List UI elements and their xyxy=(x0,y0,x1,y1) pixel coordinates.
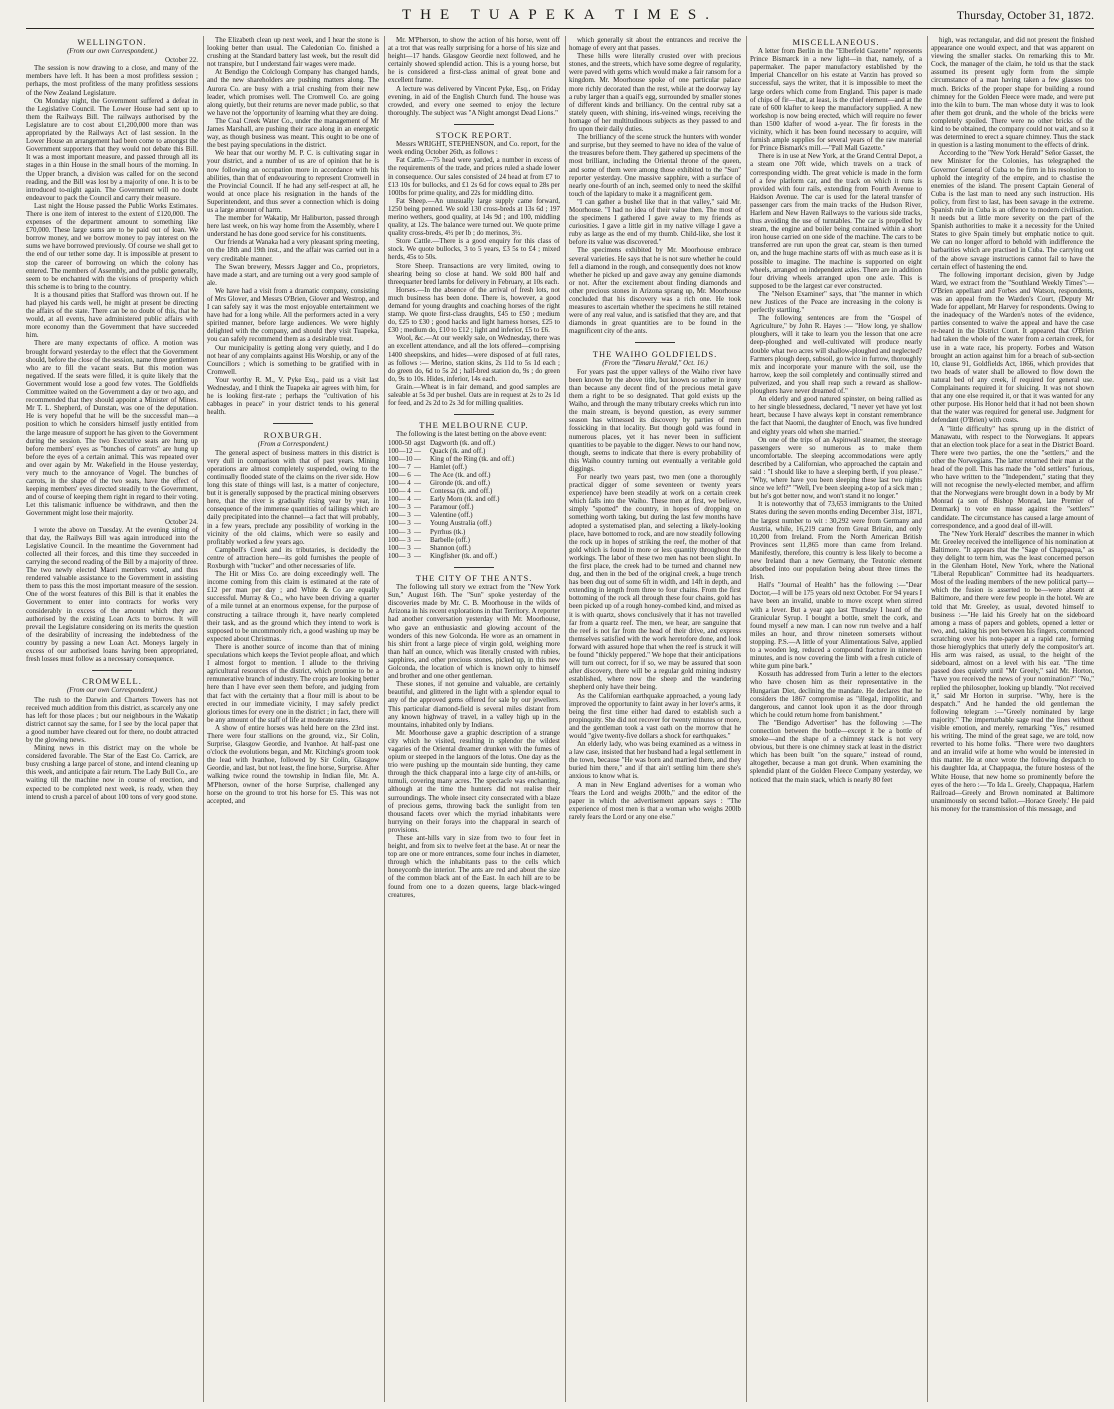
betting-agst: — xyxy=(414,527,421,536)
betting-odds: 100— 3 xyxy=(388,519,411,528)
paragraph: Last night the House passed the Public Works Estimates. There is one item of interest to the extent of £120,000. The expenses of the department amount to something like £70,000. These large sums are to be paid out of loan. We borrow money, and we borrow money to pay interest on the sums we have borrowed previously. Of course we shall get to the end of our tether some day. It is impossible at present to stop the career of borrowing on which the colony has entered. The members of Assembly, and the public generally, seem to be enchanted with the visions of prosperity which this scheme is to bring to the country. xyxy=(26,201,198,291)
column-2 xyxy=(207,36,379,1402)
paragraph: Grain.—Wheat is in fair demand, and good samples are saleable at 5s 3d per bushel. Oats are in request at 2s to 2s 1d for feed, and 2s 2d to 2s 3d for milling qualities. xyxy=(388,382,560,408)
betting-row xyxy=(388,503,560,511)
paragraph: Store Sheep. Transactions are very limited, owing to shearing being so close at hand. We sold 800 half and threequarter bred lambs for delivery in February, at 10s each. xyxy=(388,261,560,286)
horse-name: Dagworth (tk. and off.) xyxy=(430,438,495,447)
paragraph: Wool, &c.—At our weekly sale, on Wednesday, there was an excellent attendance, and all the lots offered—comprising 1400 sheepskins, and hides—were disposed of at full rates, as follows :— Merino, station skins, 2s 11d to 5s 1d each ; do green do, 6d to 5s 2d ; half-bred station do, 9s ; do green do, 9s to 10s. Hides, inferior, 14s each. xyxy=(388,334,560,383)
betting-row xyxy=(388,552,560,560)
column-4 xyxy=(569,36,741,1402)
horse-name: Valentine (off.) xyxy=(430,511,473,520)
paragraph: high, was rectangular, and did not present the finished appearance one would expect, and that was apparent on viewing the smaller stacks. On remarking this to Mr. Cock, the manager of the claim, he told us that the stack assumed its present ugly form from the simple circumstance of a man having taken a few glasses too much. Bricks of the proper shape for building a round chimney for the Golden Fleece were made, and were put into the kiln to burn. The man whose duty it was to look after them got drunk, and the whole of the bricks were completely spoiled. There were no other bricks of the kind to be obtained, the company could not wait, and so it was determined to erect a square chimney. Thus the stack in question is a lasting monument to the effects of drink. xyxy=(931,36,1094,150)
paragraph: A lecture was delivered by Vincent Pyke, Esq., on Friday evening, in aid of the English Church fund. The house was crowded, and every one seemed to enjoy the lecture thoroughly. The subject was "A Night amongst Dead Lions." xyxy=(388,84,560,117)
betting-odds: 100—12 xyxy=(388,446,413,455)
paragraph: The Elizabeth clean up next week, and I hear the stone is looking better than usual. The Caledonian Co. finished a crushing at the Standard battery last week, but the result did not transpire, but I understand fair wages were made. xyxy=(207,36,379,69)
horse-name: Young Australia (off.) xyxy=(430,519,492,528)
paragraph: Your worthy R. M., V. Pyke Esq., paid us a visit last Wednesday, and I think the Tuapeka air agrees with him, for he is looking first-rate ; perhaps the "cultivation of his cabbages in peace" in your district tends to his general health. xyxy=(207,375,379,417)
column-1 xyxy=(26,36,198,1402)
paragraph: Horses.—In the absence of the arrival of fresh lots, not much business has been done. There is, however, a good demand for young draughts and coaching horses of the right stamp. We quote first-class draughts, £45 to £50 ; medium do, £25 to £30 ; good hacks and light harness horses, £25 to £30 ; medium do, £10 to £12 ; light and inferior, £5 to £6. xyxy=(388,285,560,335)
betting-agst: — xyxy=(414,519,421,528)
article-heading: THE WAIHO GOLDFIELDS. xyxy=(592,348,718,359)
paragraph: Hall's "Journal of Health" has the following :—"Dear Doctor,—I will be 175 years old next October. For 94 years I have been an invalid, unable to move except when stirred with a lever. But a year ago last Thursday I heard of the Granicular Syrup. I bought a bottle, smelt the cork, and found myself a new man. I can now run twelve and a half miles an hour, and throw nineteen somersets without stopping. P.S.—A little of your Alimentatious Salve, applied to a wooden leg, reduced a compound fracture in nineteen minutes, and is now covering the limb with a fresh cuticle of white gum pine bark." xyxy=(750,581,922,671)
paragraph: There is another source of income than that of mining speculations which keeps the Teviot people afloat, and which I almost forgot to mention. I allude to the thriving agricultural resources of the district, which promise to be a remunerative branch of industry. The crops are looking better here than I have ever seen them before, and judging from that fact with the certainty that a flour mill is about to be erected in our immediate vicinity, I may safely predict glorious times for every one in the district ; in fact, there will be any amount of the staff of life at moderate rates. xyxy=(207,642,379,724)
paragraph: A show of entire horses was held here on the 23rd inst. There were four stallions on the ground, viz., Sir Colin, Surprise, Glasgow Geordie, and Ivanhoe. At half-past one o'clock the evolutions began, and Mr. Kitching's groom took the lead with Ivanhoe, followed by Sir Colin, Glasgow Geordie, and last, but not least, the fine horse, Surprise. After walking twice round the township in Indian file, Mr. A. M'Pherson, owner of the horse Surprise, challenged any horse on the ground to trot his horse for £5. This was not accepted, and xyxy=(207,723,379,805)
section-divider xyxy=(207,419,379,427)
column-3 xyxy=(388,36,560,1402)
paragraph: The general aspect of business matters in this district is very dull in comparison with that of past years. Mining operations are almost completely suspended, owing to the continually flooded state of the claims on the river side. How long this state of things will last, is a matter of conjecture, but it is generally supposed by the practical mining observers here, that the river is gradually rising year by year, in consequence of the immense quantities of tailings which are daily precipitated into the channel—a fact that will probably, in a few years, preclude any possibility of working in the vicinity of the old claims, which were so easily and profitably worked a few years ago. xyxy=(207,448,379,546)
paragraph: The member for Wakatip, Mr Haliburton, passed through here last week, on his way home from the Assembly, where I understand he has done good service for his constituents. xyxy=(207,214,379,239)
betting-odds: 100— 3 xyxy=(388,551,411,560)
betting-odds: 100—10 xyxy=(388,454,413,463)
section-divider xyxy=(569,338,741,346)
betting-agst: agst xyxy=(414,438,426,447)
betting-agst: — xyxy=(414,462,421,471)
betting-row xyxy=(388,439,560,447)
paragraph: The brilliancy of the scene struck the hunters with wonder and surprise, but they seemed to have no idea of the value of the treasures before them. They gathered up specimens of the most brilliant, including the Oriental throne of the queen, and some of them were among those exhibited to the "Sun" reporter yesterday. One massive sapphire, with a surface of nearly one-fourth of an inch, seemed only to need the skilful touch of the lapidary to make it a magnificent gem. xyxy=(569,133,741,198)
newspaper-title: THE TUAPEKA TIMES. xyxy=(401,7,719,23)
paragraph: We have had a visit from a dramatic company, consisting of Mrs Glover, and Messrs O'Brien, Glover and Westrop, and I can safely say it was the most enjoyable entertainment we have had for a long while. All the performers acted in a very spirited manner, before large audiences. We were highly delighted with the company, and should they visit Tuapeka, you can safely recommend them as a desirable treat. xyxy=(207,286,379,344)
dateline: October 24. xyxy=(164,517,198,526)
paragraph: A letter from Berlin in the "Elberfeld Gazette" represents Prince Bismarck in a new light—in that, namely, of a papermaker. The paper manufactory established by the Imperial Chancellor on his estate at Varzin has proved so successful, says the writer, that it is impossible to meet the large orders which come from England. This paper is made of chips of fir—that, at least, is the chief element—and at the rate of 600 klafter to keep the manufactory supplied. A new workshop is now being erected, which will require no fewer than 1500 klafter of wood a-year. The fir forests in the vicinity, which it has been found necessary to acquire, will furnish ample supplies for several years of the raw material for Prince Bismark's mill.—"Pall Mall Gazette." xyxy=(750,47,922,153)
betting-row xyxy=(388,536,560,544)
paragraph: The Coal Creek Water Co., under the management of Mr James Marshall, are pushing their race along in an energetic way, as though business was meant. This ought to be one of the best paying speculations in the district. xyxy=(207,116,379,150)
paragraph: Mr. M'Pherson, to show the action of his horse, went off at a trot that was really surprising for a horse of his size and height—17 hands. Glasgow Geordie next followed, and he certainly showed splendid action. This is a young horse, but he is considered a first-class animal of great bone and excellent frame. xyxy=(388,36,560,85)
paragraph: On one of the trips of an Aspinwall steamer, the steerage passengers were so numerous as to make them uncomfortable. The sleeping accommodations were aptly described by a Californian, who approached the captain and said : "I should like to have a sleeping berth, if you please." "Why, where have you been sleeping these last two nights since we left?" "Well, I've been sleeping a-top of a sick man ; but he's got better now, and won't stand it no longer." xyxy=(750,435,922,501)
paragraph: The "New York Herald" describes the manner in which Mr. Greeley received the intelligence of his nomination at Baltimore. "It appears that the "Sage of Chappaqua," as they delight to term him, was the least concerned person in the Glenham Hotel, New York, where the National "Liberal Republican" Committee had its headquarters. Most of the leading members of the new political party—which the fusion is asserted to be—were absent at Baltimore, and there were few people in the hotel. We are told that Mr. Greeley, as usual, devoted himself to business :—"He laid his Greely hat on the sideboard among a mass of papers and goblets, opened a letter or two, and, taking his pen between his fingers, commenced scratching over his note-paper at a rapid rate, forming those hieroglyphics that utterly defy the compositor's art. His arm was raised, as usual, to the height of the sideboard, almost on a level with his ear. "The time passed does quietly until "Mr Greely," said Mr. Horton, "have you received the news of your nomination?" "No," replied the philosopher, looking up blandly. "Not received it," said Mr Horton in surprise. "Why, here is the despatch." And he handed the old gentleman the following telegram :—"Greely nominated by large majority." The imperturbable sage read the lines without visible emotion, and merely, remarking "Yes," resumed his writing. The mind of the great sage, we are told, now reverted to his home folks. "There were two daughters and an invalid wife at home who would be interested in this matter. He at once wrote the following despatch to his daughter Ida, at Chappaqua, the future hostess of the White House, that new home so prominently before the eyes of the hero :—'To Ida L. Greely, Chappaqua, Harlem Railroad—Greely and Brown nominated at Baltimore unanimously on second ballot.—Horace Greely.' He paid his money for the transmission of this message, and xyxy=(931,529,1094,813)
paragraph: An elderly lady, who was being examined as a witness in a law case, insisted that her husband had a legal settlement in the town, because "He was born and married there, and they buried him there," and if that ain't settling him there she's anxious to know what is. xyxy=(569,740,741,781)
paragraph: The following sentences are from the "Gospel of Agriculture," by John R. Hayes :— "How long, ye shallow ploughers, will it take to learn you the lesson that one acre deep-ploughed and well-cultivated will produce nearly double what two acres will shallow-ploughed and neglected? Farmers plough deep, subsoil, go twice in furrow, thoroughly mix and incorporate your manure with the soil, use the harrow, keep the soil completely and continually stirred and pulverized, and you shall reap such a reward as shallow-ploughers have never dreamed of." xyxy=(750,314,922,396)
byline: (From our own Correspondent.) xyxy=(66,686,158,695)
column-rule xyxy=(565,36,566,1402)
betting-agst: — xyxy=(414,495,421,504)
article-heading: MISCELLANEOUS. xyxy=(792,37,880,47)
paragraph: The Swan brewery, Messrs Jagger and Co., proprietors, have made a start, and are turning out a very good sample of ale. xyxy=(207,262,379,287)
paragraph: For years past the upper valleys of the Waiho river have been known by the above title, but known so rather in irony than because any decent find of the precious metal gave them a right to be so designated. That gold exists up the Waiho, and through the many tributary creeks which run into the main stream, is beyond question, as every summer season has witnessed its discovery by parties of men fossicking in that locality. But though gold was found in numerous places, yet it has never been in sufficient quantities to be payable to the digger. News to our hand now, though, seems to indicate that there is every probability of this Waiho country turning out eventually a veritable gold diggings. xyxy=(569,367,741,473)
paragraph: As the Californian earthquake approached, a young lady improved the opportunity to faint away in her lover's arms, it being the first time either had dared to establish such a propinquity. She did not recover for twenty minutes or more, and the gentleman took a vast oath on the morrow that he would "give twenty-five dollars a shock for earthquakes." xyxy=(569,691,741,740)
betting-agst: — xyxy=(414,446,421,455)
horse-name: Gironde (tk. and off.) xyxy=(430,478,490,487)
column-6 xyxy=(931,36,1094,1402)
paragraph: The "Bendigo Advertiser" has the following :—The connection between the bottle—except it be a bottle of smoke—and the shape of a chimney stack is not very obvious, but there is one chimney stack at least in the district which has been built "on the square," instead of round, altogether, because a man got drunk. When examining the splendid plant of the Golden Fleece Company yesterday, we noticed that the main stack, which is nearly 80 feet xyxy=(750,718,922,784)
betting-odds: 100— 4 xyxy=(388,495,411,504)
article-heading: CROMWELL. xyxy=(82,676,142,687)
horse-name: Quack (tk. and off.) xyxy=(430,446,486,455)
betting-agst: — xyxy=(414,503,421,512)
byline: (From a Correspondent.) xyxy=(257,439,329,448)
article-heading: ROXBURGH. xyxy=(263,429,323,440)
paragraph: I wrote the above on Tuesday. At the evening sitting of that day, the Railways Bill was again introduced into the Legislative Council. In the meantime the Government had collected all their forces, and this time they succeeded in carrying the second reading of the Bill by a majority of three. The two newly elected Maori members voted, and thus rendered valuable assistance to the Government in assisting them to pass this the most important measure of the session. One of the worst features of this Bill is that it enables the Government to enter into contracts for works very considerably in excess of the amount which they are authorised by the existing Loan Acts to borrow. It will prevail the Legislature considering on its merits the question of the desirability of increasing the indebtedness of the country by passing a new Loan Act. Moneys largely in excess of our authorised loans having been appropriated, fresh losses must follow as a necessary consequence. xyxy=(26,525,198,664)
betting-odds: 100— 3 xyxy=(388,543,411,552)
column-5 xyxy=(750,36,922,1402)
betting-odds: 100— 6 xyxy=(388,470,411,479)
paragraph: The "Nelson Examiner" says, that "the manner in which new Justices of the Peace are increasing in the colony is perfectly startling." xyxy=(750,289,922,315)
betting-row xyxy=(388,544,560,552)
horse-name: Barbelle (off.) xyxy=(430,535,470,544)
byline: (From the "Timaru Herald," Oct. 16.) xyxy=(602,358,708,367)
betting-agst: — xyxy=(414,511,421,520)
betting-agst: — xyxy=(414,470,421,479)
article-heading: STOCK REPORT. xyxy=(435,130,513,141)
betting-odds: 100— 3 xyxy=(388,535,411,544)
column-rule xyxy=(746,36,747,1402)
masthead xyxy=(26,6,1094,29)
paragraph: On Monday night, the Government suffered a defeat in the Legislative Council. The Lower House had sent up to them the Railways Bill. The railways authorised by the Legislature are to cost about £1,200,000 more than was appropriated by the Railways Act of last session. In the Lower House an arrangement had been come to amongst the Government supporters that they would not debate this Bill. It was a most important measure, and passed through all its stages in a thin House in the small hours of the morning. In the Upper branch, a division was called for on the second reading, and the Bill was lost by a majority of one. It is to be introduced to-night again. The Government will no doubt endeavour to pack the Council and carry their measure. xyxy=(26,96,198,202)
betting-odds: 100— 3 xyxy=(388,511,411,520)
paragraph: The rush to the Darwin and Charters Towers has not received much addition from this district, as scarcely any one has left for those places ; but our neighbours in the Wakatip district cannot say the same, for I see by the local paper that a good number have cleared out for there, no doubt attracted by the glowing news. xyxy=(26,695,198,744)
betting-row xyxy=(388,511,560,519)
paragraph: The following tall story we extract from the "New York Sun," August 16th. The "Sun" spoke yesterday of the discoveries made by Mr. C. B. Moorhouse in the wilds of Arizona in his recent explorations in that Territory. A reporter had another conversation yesterday with Mr. Moorhouse, who gave an enthusiastic and glowing account of the wonders of this new Golconda. He wore as an ornament in his shirt front a large piece of virgin gold, weighing more than half an ounce, which was literally crusted with rubies, sapphires, and other precious stones, picked up, in this new Golconda, the location of which is known only to himself and brother and one other gentleman. xyxy=(388,583,560,681)
horse-name: Early Morn (tk. and off.) xyxy=(430,495,500,504)
column-rule xyxy=(384,36,385,1402)
paragraph: These ant-hills vary in size from two to four feet in height, and from six to twelve feet at the base. At or near the top are one or more entrances, some four inches in diameter, through which the inhabitants pass to the cells which honeycomb the interior. The ants are red and about the size of the common black ant of the East. In each hill are to be found from one to a dozen queens, large black-winged creatures, xyxy=(388,834,560,899)
paragraph: Our municipality is getting along very quietly, and I do not hear of any complaints against His Worship, or any of the Councillors ; which is something to be gratified with in Cromwell. xyxy=(207,343,379,376)
betting-agst: — xyxy=(414,454,421,463)
betting-odds: 100— 4 xyxy=(388,487,411,496)
article-heading: WELLINGTON. xyxy=(77,37,147,47)
betting-agst: — xyxy=(414,535,421,544)
betting-agst: — xyxy=(414,478,421,487)
betting-odds: 100— 3 xyxy=(388,503,411,512)
horse-name: Pyrrhus (tk.) xyxy=(430,527,466,536)
paragraph: Fat Sheep.—An unusually large supply came forward, 1250 being penned. We sold 130 cross-breds at 13s 6d ; 197 merino wethers, good quality, at 14s 9d ; and 100, middling quality, at 12s. The balance were turned out. We quote prime quality cross-breds, 4½ per lb ; do merinos, 3½. xyxy=(388,196,560,238)
betting-row xyxy=(388,455,560,463)
betting-odds: 1000-50 xyxy=(388,438,412,447)
horse-name: King of the Ring (tk. and off.) xyxy=(430,454,515,463)
paragraph: which generally sit about the entrances and receive the homage of every ant that passes. xyxy=(569,36,741,53)
betting-odds: 100— 7 xyxy=(388,462,411,471)
paragraph: The following is the latest betting on the above event: xyxy=(396,430,547,439)
betting-row xyxy=(388,479,560,487)
paragraph: Messrs WRIGHT, STEPHENSON, and Co. report, for the week ending October 26th, as follows : xyxy=(388,140,560,157)
paragraph: Mining news in this district may on the whole be considered favorable. The Star of the East Co. Carrick, are busy crushing a large parcel of stone, and intend cleaning up this week, and anticipate a fair return. The Lady Bull Co., are waiting till the machine now in course of erection, and expected to be completed next week, is ready, when they intend to crush a parcel of about 100 tons of very good stone. xyxy=(26,744,198,801)
betting-row xyxy=(388,528,560,536)
paragraph: According to the "New York Herald" Señor Gasset, the new Minister for the Colonies, has telegraphed the Governor General of Cuba to be firm in his resolution to uphold the integrity of the empire, and to chastise the enemies of the island. The present Captain General of Cuba is the last man to need any such instruction. His policy, from first to last, has been savage in the extreme. Spanish rule in Cuba is an offence to modern civilisation. It needs but a little more severity on the part of the Spanish authorities to make it a necessity for the United States to give Spain timely but emphatic notice to quit. We can no longer afford to behold with indifference the barbarities which are practised in Cuba. The carrying out of the above savage instructions cannot fail to have the certain effect of hastening the end. xyxy=(931,149,1094,271)
paragraph: An elderly and good natured spinster, on being rallied as to her single blessedness, declared, "I never yet have yet lost heart, because I have always kept in constant remembrance the fact that Naomi, the daughter of Enoch, was five hundred and eighty years old when she married." xyxy=(750,395,922,436)
paragraph: Kossuth has addressed from Turin a letter to the electors who have chosen him as their representative in the Hungarian Diet, declining the mandate. He declares that he considers the 1867 compromise as "illegal, impolitic, and dangerous, and cannot look upon it as the door through which he could return home from banishment." xyxy=(750,670,922,719)
paragraph: There is in use at New York, at the Grand Central Depot, a a steam one 70ft wide, which travels on a track of corresponding width. The great vehicle is made in the form of a few platform car, and the track on which it runs is provided with four rails, extending from Fourth Avenue to Haidson Avenue. The car is used for the lateral transfer of passenger cars from the main tracks of the Hudson River, Harlem and New Haven Railways to the various side tracks, thus avoiding the use of turntables. The car is propelled by steam, the engine and boiler being contained within a short iron house carried on one side of the machine. The cars to be transferred are run upon the great car, steam is then turned on, and the huge machine starts off with as much ease as it is possible to imagine. The machine is supported on eight wheels, arranged on independent axles. There are in addition four driving wheels arranged upon one axle. This is supposed to be the largest car ever constructed. xyxy=(750,152,922,290)
column-rule xyxy=(203,36,204,1402)
paragraph: It is noteworthy that of 73,653 immigrants to the United States during the seven months ending December 31st, 1871, the largest number to wit : 30,292 were from Germany and Austria, while, 16,219 came from Great Britain, and only 10,200 from Ireland. From the North American British Provinces sent 11,865 more than came from Ireland. Manifestly, therefore, this country is less likely to become a new Ireland than a new Germany, the Teutonic element absorbed into our population being about three times the Irish. xyxy=(750,500,922,582)
issue-date: Thursday, October 31, 1872. xyxy=(956,8,1094,22)
section-divider xyxy=(388,120,560,128)
betting-agst: — xyxy=(414,543,421,552)
paragraph: The session is now drawing to a close, and many of the members have left. It has been a most profitless session ; perhaps, the most profitless of the many profitless sessions of the New Zealand Legislature. xyxy=(26,64,198,97)
paragraph: There are many expectants of office. A motion was brought forward yesterday to the effect that the Government should, before the close of the session, name three gentlemen who are to fill the vacant seats. But this motion was negatived. If the seats were filled, it is quite likely that the Government would lose a good few votes. The Goldfields Committee waited on the Government a day or two ago, and recommended that they should appoint a Minister of Mines. Mr T. L. Shepherd, of Dunstan, was one of the deputation. He is very hopeful that he will be the successful man—a position to which he considers himself justly entitled from the large measure of support he has given to the Government during the session. The two Executive seats are hung up before members' eyes as "bunches of carrots" are hung up before the eyes of a certain animal. This was repeated over and over again by Mr. Wakefield in the House yesterday, very much to the annoyance of Vogel. The bunches of carrots, in the shape of the two seats, have the effect of keeping members' eyes directed steadily to the Government, and of course of keeping them right in regard to their voting. Let this talismanic influence be withdrawn, and then the Government might lose their majority. xyxy=(26,339,198,518)
betting-row xyxy=(388,495,560,503)
betting-row xyxy=(388,471,560,479)
section-divider xyxy=(26,666,198,674)
horse-name: Paramour (off.) xyxy=(430,503,474,512)
betting-agst: — xyxy=(414,487,421,496)
paragraph: These hills were literally crusted over with precious stones, and the streets, which have some degree of regularity, were paved with gems which would make a fair ransom for a kingdom. Mr. Moorhouse spoke of one particular palace more richly decorated than the rest, while at the doorway lay a ruby larger than a quail's egg, surrounded by smaller stones of different kinds and brilliancy. On the central ruby sat a stately queen, with shining, iris-veined wings, receiving the homage of her multitudinous subjects as they passed to and fro upon their daily duties. xyxy=(569,52,741,134)
betting-odds: 100— 4 xyxy=(388,478,411,487)
section-divider xyxy=(388,410,560,418)
paragraph: We hear that our worthy M. P. C. is cultivating sugar in your district, and a number of us are of opinion that he is now following an occupation more in accordance with his abilities, than that of endeavouring to represent Cromwell in the Provincial Council. If he had any self-respect at all, he would at once place his resignation in the hands of the Superintendent, and thus sever a connection which is doing us a large amount of harm. xyxy=(207,149,379,214)
horse-name: Shannon (off.) xyxy=(430,543,471,552)
paragraph: Fat Cattle.—75 head were yarded, a number in excess of the requirements of the trade, and prices ruled a shade lower in consequence. Our sales consisted of 24 head at from £7 to £13 10s for bullocks, and £1 2s 6d for cows equal to 28s per 100lbs for prime quality, and 22s for middling ditto. xyxy=(388,156,560,197)
byline: (From our own Correspondent.) xyxy=(66,47,158,56)
horse-name: The Ace (tk. and off.) xyxy=(430,470,491,479)
betting-agst: — xyxy=(414,551,421,560)
betting-row xyxy=(388,487,560,495)
dateline: October 22. xyxy=(164,56,198,65)
paragraph: Mr. Moorhouse gave a graphic description of a strange city which he visited, resulting in splendor the wildest vagaries of the Oriental dreamer drunken with the fumes of opium or steeped in the languors of the lotus. One day as the trio were pushing up the mountain side hunting, they came through the thick chapparal into a large city of ant-hills, or tumuli, covering many acres. The spectacle was enchanting, although at the time the hunters did not realise their surroundings. The whole insect city consecrated with a blaze of precious gems, throwing back the sunlight from ten thousand facets over which the myriad inhabitants were hurrying on their forays into the chapparal in search of provisions. xyxy=(388,728,560,834)
paragraph: These stones, if not genuine and valuable, are certainly beautiful, and glittered in the light with a splendor equal to any of the approved gems offered for sale by our jewellers. This particular diamond-field is several miles distant from any known highway of travel, in a valley high up in the mountains, inhabited only by Indians. xyxy=(388,680,560,729)
column-rule xyxy=(927,36,928,1402)
paragraph: Store Cattle.—There is a good enquiry for this class of stock. We quote bullocks, 3 to 5 years, £3 5s to £4 ; mixed herds, 45s to 50s. xyxy=(388,237,560,262)
horse-name: Kingfisher (tk. and off.) xyxy=(430,551,497,560)
horse-name: Hamlet (off.) xyxy=(430,462,467,471)
paragraph: For nearly two years past, two men (one a thoroughly practical digger of some seventeen or twenty years experience) have been steadily at work on a certain creek which falls into the Waiho. These men at first, we believe, simply "spotted" the country, in hopes of dropping on something worth taking, but during the last few months have adopted a systematised plan, and selecting a likely-looking place, have bottomed to rock, and are now steadily following the rock up in hopes of striking the reef, the mother of that gold which is found in more or less quantity throughout the workings. The labor of these two men has not been slight. In the first place, the creek had to be turned and channel new dug, and then in the bed of the original creek, a huge trench has been dug out of some 6ft in width, and 14ft in depth, and extending in length from three to four chains. From the first bottoming of the rock all through these four chains, gold has been picked up of a rough honey-combed kind, and mixed as it is with quartz, shows conclusively that it has not travelled far from a quartz reef. The men, we hear, are sanguine that the reef is not far from the head of their drive, and express themselves satisfied with the work heretofore done, and look forward with assured hope that when the reef is struck it will be found "thickly peppered." We hope that their anticipations will turn out correct, for if so, we may be assured that soon after discovery, there will be a regular gold mining industry established, where now the sheep and the wandering shepherd only have their being. xyxy=(569,472,741,692)
betting-odds: 100— 3 xyxy=(388,527,411,536)
betting-row xyxy=(388,447,560,455)
article-heading: THE CITY OF THE ANTS. xyxy=(415,573,533,583)
section-divider xyxy=(388,563,560,571)
paragraph: A man in New England advertises for a woman who "fears the Lord and weighs 200lb," and the editor of the paper in which the advertisement appears says : "The experience of most men is that a woman who weighs 200lb rarely fears the Lord or any one else." xyxy=(569,780,741,821)
article-heading: THE MELBOURNE CUP. xyxy=(419,420,529,431)
paragraph: Our friends at Wanaka had a very pleasant spring meeting, on the 18th and 19th inst., and the affair was carried out in a very creditable manner. xyxy=(207,238,379,263)
paragraph: Campbell's Creek and its tributaries, is decidedly the centre of attraction here—its gold furnishes the people of Roxburgh with "tucker" and other necessaries of life. xyxy=(207,545,379,570)
horse-name: Contessa (tk. and off.) xyxy=(430,487,493,496)
betting-row xyxy=(388,519,560,527)
betting-row xyxy=(388,463,560,471)
paragraph: The following important decision, given by Judge Ward, we extract from the "Southland Weekly Times":—O'Brien appellant and Forbes and Watson, respondents, was an appeal from the Warden's Court, (Deputy Mr Wade for appellant, Mr Harvey for respondents. Owing to the inadequacy of the Warden's notes of the evidence, parties consented to waive the appeal and have the case re-heard in the District Court. It appeared that O'Brien had taken the whole of the water from a certain creek, for use in a wate race, his property. Forbes and Watson brought an action against him for a breach of sub-section 10, clause 91, Goldfields Act, 1866, which provides that two heads of water shall be allowed to flow down the natural bed of any creek, if required for general use. Complainants required it for sluicing. It was not shown that any one else required it, or that it was wanted for any other purpose. His Honor held that it had not been shown that the water was required for general use. Judgment for defendant (O'Brien) with costs. xyxy=(931,270,1094,425)
paragraph: The specimens exhibited by Mr. Moorhouse embrace several varieties. He says that he is not sure whether he could fell a diamond in the rough, and consequently does not know whether he picked up and gave away any genuine diamonds or not. After the excitement about finding diamonds and other precious stones in Arizona sprang up, Mr. Moorhouse concluded that his discovery was a rich one. He took measures to ascertain whether the specimens he still retained were of any real value, and is satisfied that they are, and that diamonds in great quantities are to be found in the magnificent city of the ants. xyxy=(569,246,741,336)
paragraph: It is a thousand pities that Stafford was thrown out. If he had played his cards well, he might at present be directing the affairs of the state. There can be no doubt of this, that he would, at all events, have administered public affairs with more economy than the Government that have succeeded him. xyxy=(26,290,198,340)
paragraph: A "little difficulty" has sprung up in the district of Manawatu, with respect to the Norwegians. It appears that an election took place for a seat in the District Board. There were two parties, the one the "settlers," and the other the Norwegians. The latter returned their man at the head of the poll. This has made the "old settlers" furious, who have written to the "Independent," stating that they will not recognise the newly-elected member, and affirm that the Norwegians were brought down in a body by Mr Monrad (a son of Bishop Monrad, late Premier of Denmark) to vote en masse against the "settlers'" candidate. The circumstance has caused a large amount of correspondence, and a good deal of ill-will. xyxy=(931,424,1094,530)
paragraph: "I can gather a bushel like that in that valley," said Mr. Moorhouse. "I had no idea of their value then. The most of the specimens I gathered I gave away to my friends as curiosities. I gave a little girl in my native village I gave a ruby as large as the end of my thumb. Child-like, she lost it before its value was discovered." xyxy=(569,197,741,247)
paragraph: At Bendigo the Colclough Company has changed hands, and the new shareholders are pushing matters along. The Aurora Co. are busy with a trial crushing from their new leader, which promises well. The Cromwell Co. are going along quietly, but their returns are never made public, so that we have not the 'opportunity of learning what they are doing. xyxy=(207,68,379,117)
paragraph: The Hit or Miss Co. are doing exceedingly well. The income coming from this claim is estimated at the rate of £12 per man per day ; and White & Co are equally successful. Murray & Co., who have been driving a quarter of a mile tunnel at an enormous expense, for the purpose of constructing a tailrace through it, have nearly completed their task, and as the ground which they intend to work is supposed to be uncommonly rich, a good washing up may be expected about Christmas. xyxy=(207,570,379,643)
